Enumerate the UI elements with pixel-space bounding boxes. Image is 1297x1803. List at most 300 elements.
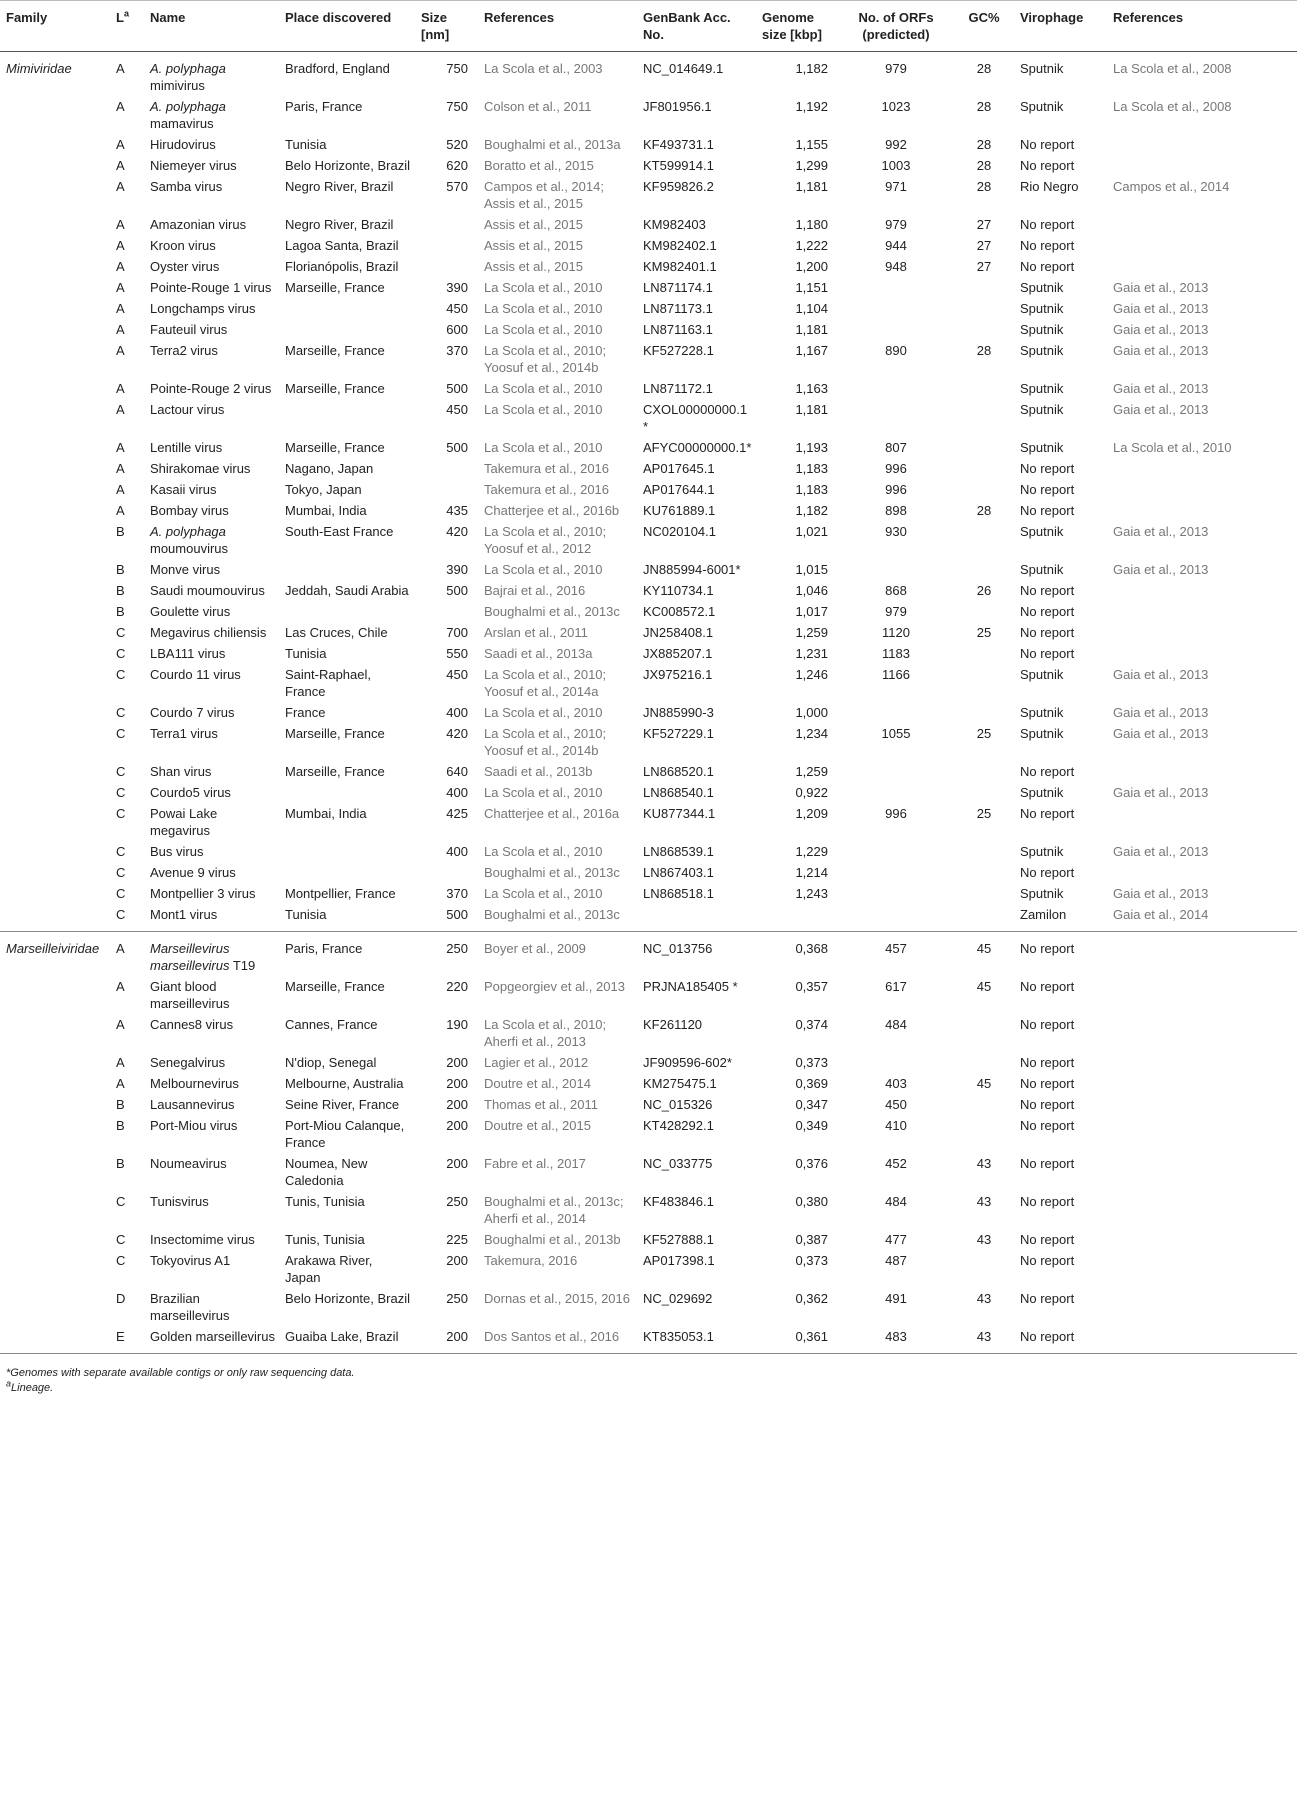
cell-name — [144, 340, 279, 378]
table-row — [0, 176, 1297, 214]
cell-name — [144, 904, 279, 932]
cell-place: Montpellier, France — [285, 886, 396, 901]
cell-reference: Doutre et al., 2014 — [484, 1076, 591, 1091]
cell-place — [279, 601, 415, 622]
cell-name — [144, 378, 279, 399]
cell-size: 435 — [446, 503, 468, 518]
cell-gc: 25 — [976, 625, 992, 640]
cell-gc: 43 — [952, 1326, 1014, 1354]
cell-reference: Chatterjee et al., 2016a — [484, 806, 620, 821]
cell-name — [144, 782, 279, 803]
cell-gc: 28 — [976, 158, 992, 173]
cell-place — [279, 862, 415, 883]
cell-family — [0, 319, 110, 340]
cell-family — [0, 601, 110, 622]
cell-genome-size: 1,192 — [795, 99, 828, 114]
cell-lineage: A — [116, 61, 125, 76]
cell-orfs — [838, 378, 952, 399]
name-italic: A. polyphaga — [150, 99, 226, 114]
cell-size: 425 — [446, 806, 468, 821]
cell-genome-size: 1,017 — [795, 604, 828, 619]
cell-name — [144, 256, 279, 277]
cell-reference: La Scola et al., 2010; Yoosuf et al., 2012 — [484, 524, 607, 556]
cell-place: Tunis, Tunisia — [285, 1232, 365, 1247]
cell-orfs: 979 — [885, 217, 907, 232]
cell-size: 500 — [415, 904, 478, 932]
cell-family — [0, 256, 110, 277]
cell-lineage: A — [116, 259, 125, 274]
cell-orfs: 996 — [885, 461, 907, 476]
cell-gc: 28 — [976, 503, 992, 518]
cell-size: 700 — [446, 625, 468, 640]
cell-genome-size: 1,222 — [795, 238, 828, 253]
cell-reference-2 — [1107, 500, 1297, 521]
cell-size: 370 — [446, 886, 468, 901]
name-text: Shirakomae virus — [150, 461, 251, 476]
cell-family — [0, 782, 110, 803]
cell-genome-size: 0,362 — [795, 1291, 828, 1306]
cell-reference-2: La Scola et al., 2010 — [1113, 440, 1232, 455]
cell-reference-2 — [1107, 761, 1297, 782]
name-text: Lausannevirus — [150, 1097, 235, 1112]
cell-virophage: No report — [1020, 979, 1075, 994]
cell-name — [144, 932, 279, 977]
cell-orfs: 483 — [838, 1326, 952, 1354]
table-row — [0, 1250, 1297, 1288]
cell-name — [144, 52, 279, 97]
cell-size: 450 — [446, 667, 468, 682]
cell-name — [144, 1191, 279, 1229]
name-text: Courdo 11 virus — [150, 667, 241, 682]
cell-virophage: No report — [1020, 1076, 1075, 1091]
cell-family — [0, 559, 110, 580]
cell-place: Jeddah, Saudi Arabia — [285, 583, 409, 598]
cell-reference-2 — [1107, 976, 1297, 1014]
cell-gc — [952, 399, 1014, 437]
cell-virophage: No report — [1020, 1291, 1075, 1306]
cell-place: Marseille, France — [285, 343, 385, 358]
cell-genome-size: 0,369 — [795, 1076, 828, 1091]
cell-reference: Thomas et al., 2011 — [484, 1097, 598, 1112]
cell-virophage: Sputnik — [1020, 381, 1064, 396]
cell-size — [415, 235, 478, 256]
cell-genbank: LN871172.1 — [643, 381, 713, 396]
table-row — [0, 319, 1297, 340]
cell-reference-2 — [1107, 862, 1297, 883]
cell-gc: 28 — [976, 61, 992, 76]
cell-gc — [952, 1250, 1014, 1288]
cell-gc — [952, 1052, 1014, 1073]
cell-size: 550 — [446, 646, 468, 661]
table-row — [0, 437, 1297, 458]
cell-name — [144, 1073, 279, 1094]
cell-reference: Colson et al., 2011 — [484, 99, 592, 114]
cell-lineage: C — [116, 667, 126, 682]
header-genbank: GenBank Acc. No. — [637, 1, 756, 52]
cell-genbank: KM982402.1 — [643, 238, 717, 253]
cell-virophage: Sputnik — [1020, 562, 1064, 577]
cell-virophage: No report — [1020, 1017, 1075, 1032]
cell-lineage: C — [116, 625, 126, 640]
cell-gc — [952, 904, 1014, 932]
footnote-lineage-text: Lineage. — [11, 1382, 54, 1394]
table-row — [0, 479, 1297, 500]
cell-virophage: Sputnik — [1020, 667, 1064, 682]
cell-genbank: NC_015326 — [643, 1097, 713, 1112]
cell-reference: Saadi et al., 2013b — [484, 764, 593, 779]
cell-reference: La Scola et al., 2010 — [484, 785, 603, 800]
cell-family — [0, 378, 110, 399]
cell-orfs: 450 — [885, 1097, 907, 1112]
cell-orfs: 484 — [885, 1194, 907, 1209]
cell-reference-2: Gaia et al., 2013 — [1113, 402, 1209, 417]
table-row — [0, 559, 1297, 580]
cell-genbank: NC_033775 — [643, 1156, 713, 1171]
cell-family — [0, 1073, 110, 1094]
cell-lineage: A — [116, 941, 125, 956]
cell-name — [144, 1052, 279, 1073]
cell-family — [0, 214, 110, 235]
cell-genbank: NC020104.1 — [643, 524, 716, 539]
cell-genome-size: 1,182 — [795, 61, 828, 76]
cell-gc — [952, 782, 1014, 803]
cell-size: 400 — [446, 785, 468, 800]
cell-reference: Boratto et al., 2015 — [484, 158, 594, 173]
cell-virophage: No report — [1020, 941, 1075, 956]
name-text: Lactour virus — [150, 402, 225, 417]
cell-name — [144, 622, 279, 643]
cell-reference-2 — [1107, 134, 1297, 155]
cell-genbank: JF909596-602* — [643, 1055, 732, 1070]
cell-reference-2: Gaia et al., 2014 — [1107, 904, 1297, 932]
cell-orfs: 992 — [885, 137, 907, 152]
cell-gc — [952, 437, 1014, 458]
cell-size: 400 — [446, 705, 468, 720]
cell-virophage: No report — [1020, 1118, 1075, 1133]
cell-reference-2 — [1107, 622, 1297, 643]
cell-virophage: Sputnik — [1020, 524, 1064, 539]
cell-genome-size: 0,368 — [795, 941, 828, 956]
cell-genbank: KF261120 — [643, 1017, 703, 1032]
cell-lineage: C — [116, 844, 126, 859]
name-text: Bombay virus — [150, 503, 229, 518]
table-row — [0, 883, 1297, 904]
cell-virophage: Sputnik — [1020, 322, 1064, 337]
cell-reference: Popgeorgiev et al., 2013 — [484, 979, 625, 994]
table-row — [0, 601, 1297, 622]
cell-lineage: A — [116, 1017, 125, 1032]
cell-orfs: 996 — [885, 806, 907, 821]
cell-family — [0, 277, 110, 298]
table-row — [0, 235, 1297, 256]
cell-virophage: No report — [1020, 583, 1075, 598]
cell-family — [0, 1326, 110, 1354]
cell-size: 250 — [446, 1291, 468, 1306]
cell-orfs — [838, 862, 952, 883]
header-gc: GC% — [952, 1, 1014, 52]
cell-genbank: LN868520.1 — [643, 764, 714, 779]
cell-name — [144, 458, 279, 479]
footnote-lineage — [6, 1378, 355, 1396]
cell-reference-2 — [1107, 1250, 1297, 1288]
cell-reference-2 — [1107, 580, 1297, 601]
cell-lineage: C — [116, 1232, 126, 1247]
cell-reference: La Scola et al., 2010 — [484, 562, 603, 577]
cell-genome-size: 1,181 — [795, 402, 828, 417]
cell-size: 620 — [446, 158, 468, 173]
name-text: Bus virus — [150, 844, 204, 859]
cell-genome-size: 1,209 — [795, 806, 828, 821]
cell-genbank: CXOL00000000.1* — [643, 402, 748, 434]
cell-place: Las Cruces, Chile — [285, 625, 388, 640]
cell-genbank: LN871163.1 — [643, 322, 713, 337]
name-text: Tokyovirus A1 — [150, 1253, 231, 1268]
cell-virophage: No report — [1020, 259, 1075, 274]
cell-place: Negro River, Brazil — [285, 217, 394, 232]
cell-place: Tunis, Tunisia — [285, 1194, 365, 1209]
cell-orfs — [838, 319, 952, 340]
cell-orfs — [838, 883, 952, 904]
cell-name — [144, 643, 279, 664]
cell-virophage: No report — [1020, 482, 1075, 497]
cell-orfs: 930 — [885, 524, 907, 539]
table-row — [0, 1153, 1297, 1191]
table-row — [0, 1326, 1297, 1354]
cell-genbank: KU761889.1 — [643, 503, 716, 518]
cell-place: South-East France — [285, 524, 394, 539]
cell-size — [415, 256, 478, 277]
cell-reference: Boughalmi et al., 2013a — [484, 137, 621, 152]
cell-genome-size: 0,922 — [795, 785, 828, 800]
cell-orfs: 403 — [885, 1076, 907, 1091]
cell-place: Tunisia — [285, 137, 327, 152]
cell-orfs — [838, 559, 952, 580]
cell-lineage: A — [116, 99, 125, 114]
cell-orfs — [838, 277, 952, 298]
cell-place: Lagoa Santa, Brazil — [285, 238, 399, 253]
cell-family — [0, 1288, 110, 1326]
cell-orfs: 1023 — [881, 99, 911, 114]
cell-orfs: 617 — [885, 979, 907, 994]
cell-virophage: No report — [1020, 604, 1075, 619]
cell-virophage: No report — [1020, 764, 1075, 779]
name-text: Golden marseillevirus — [150, 1329, 275, 1344]
cell-reference-2: Gaia et al., 2013 — [1113, 381, 1209, 396]
cell-size — [415, 458, 478, 479]
cell-orfs: 971 — [885, 179, 907, 194]
cell-name — [144, 580, 279, 601]
name-text: Mont1 virus — [150, 907, 218, 922]
cell-place: Paris, France — [285, 99, 363, 114]
cell-genome-size — [756, 904, 838, 932]
cell-family — [0, 340, 110, 378]
cell-gc: 43 — [976, 1291, 992, 1306]
cell-genbank: KF483846.1 — [643, 1194, 714, 1209]
cell-genome-size: 1,231 — [795, 646, 828, 661]
cell-place: France — [285, 705, 326, 720]
cell-genome-size: 0,374 — [795, 1017, 828, 1032]
cell-reference-2 — [1107, 235, 1297, 256]
cell-size: 640 — [446, 764, 468, 779]
cell-size: 750 — [446, 61, 468, 76]
cell-gc — [952, 862, 1014, 883]
name-text: Insectomime virus — [150, 1232, 255, 1247]
cell-genome-size: 1,182 — [795, 503, 828, 518]
cell-lineage: B — [116, 1118, 125, 1133]
cell-name — [144, 803, 279, 841]
cell-genome-size: 1,243 — [795, 886, 828, 901]
cell-reference: Assis et al., 2015 — [484, 217, 583, 232]
cell-reference: La Scola et al., 2010 — [484, 440, 603, 455]
cell-orfs: 868 — [885, 583, 907, 598]
cell-lineage: C — [116, 726, 126, 741]
table-row — [0, 622, 1297, 643]
cell-virophage: Sputnik — [1020, 705, 1064, 720]
name-text: Pointe-Rouge 1 virus — [150, 280, 272, 295]
cell-orfs: 1055 — [881, 726, 911, 741]
cell-orfs: 1166 — [882, 667, 910, 682]
cell-reference-2: Gaia et al., 2013 — [1113, 343, 1209, 358]
cell-place: Arakawa River, Japan — [285, 1253, 373, 1285]
cell-place: Marseille, France — [285, 381, 385, 396]
cell-place: Belo Horizonte, Brazil — [285, 158, 410, 173]
cell-virophage: Rio Negro — [1020, 179, 1079, 194]
cell-reference-2: Gaia et al., 2013 — [1113, 280, 1209, 295]
cell-genome-size: 1,021 — [795, 524, 828, 539]
header-lineage-text: L — [116, 10, 124, 25]
cell-reference-2 — [1107, 1288, 1297, 1326]
name-text: Cannes8 virus — [150, 1017, 234, 1032]
cell-size: 200 — [446, 1076, 468, 1091]
cell-genome-size: 1,259 — [795, 625, 828, 640]
cell-virophage: No report — [1020, 865, 1075, 880]
cell-place: Port-Miou Calanque, France — [285, 1118, 405, 1150]
cell-genbank: KY110734.1 — [643, 583, 714, 598]
cell-gc: 45 — [976, 1076, 992, 1091]
cell-lineage: A — [116, 343, 125, 358]
name-text: Goulette virus — [150, 604, 231, 619]
cell-genome-size: 1,015 — [795, 562, 828, 577]
cell-genome-size: 0,349 — [795, 1118, 828, 1133]
table-row — [0, 1052, 1297, 1073]
cell-genbank: LN871174.1 — [643, 280, 713, 295]
name-text: Courdo 7 virus — [150, 705, 235, 720]
footnotes — [6, 1366, 355, 1396]
cell-genbank: KF527228.1 — [643, 343, 714, 358]
cell-lineage: C — [116, 646, 126, 661]
cell-name — [144, 723, 279, 761]
cell-genbank: JX885207.1 — [643, 646, 713, 661]
cell-lineage: B — [116, 583, 125, 598]
cell-reference-2: Gaia et al., 2013 — [1113, 322, 1209, 337]
cell-name — [144, 1229, 279, 1250]
cell-gc — [952, 1115, 1014, 1153]
cell-size: 220 — [446, 979, 468, 994]
cell-reference: Campos et al., 2014; Assis et al., 2015 — [484, 179, 604, 211]
cell-orfs: 807 — [885, 440, 907, 455]
cell-orfs — [838, 1052, 952, 1073]
cell-virophage: No report — [1020, 503, 1075, 518]
cell-place: Marseille, France — [285, 280, 385, 295]
cell-reference: La Scola et al., 2010; Yoosuf et al., 2014b — [484, 343, 607, 375]
table-row — [0, 378, 1297, 399]
cell-family — [0, 458, 110, 479]
header-lineage-sup: a — [123, 8, 129, 19]
cell-family — [0, 803, 110, 841]
cell-reference: La Scola et al., 2010 — [484, 280, 603, 295]
table-row — [0, 96, 1297, 134]
cell-virophage: No report — [1020, 1232, 1075, 1247]
cell-reference-2 — [1107, 458, 1297, 479]
cell-reference: Boughalmi et al., 2013c — [484, 604, 620, 619]
table-row — [0, 841, 1297, 862]
cell-family — [0, 841, 110, 862]
cell-family — [0, 883, 110, 904]
name-text: Lentille virus — [150, 440, 223, 455]
header-virophage: Virophage — [1014, 1, 1107, 52]
cell-lineage: C — [110, 904, 144, 932]
cell-reference: Assis et al., 2015 — [484, 238, 583, 253]
cell-name — [144, 1288, 279, 1326]
cell-genbank: KM982401.1 — [643, 259, 717, 274]
cell-lineage: A — [116, 381, 125, 396]
cell-place: Noumea, New Caledonia — [285, 1156, 368, 1188]
cell-family — [0, 761, 110, 782]
cell-orfs: 410 — [885, 1118, 907, 1133]
name-text: Oyster virus — [150, 259, 220, 274]
cell-genome-size: 1,181 — [795, 322, 828, 337]
header-size: Size [nm] — [415, 1, 478, 52]
cell-family — [0, 976, 110, 1014]
cell-gc: 25 — [976, 726, 992, 741]
cell-family — [0, 1014, 110, 1052]
cell-reference: Arslan et al., 2011 — [484, 625, 588, 640]
cell-virophage: No report — [1020, 137, 1075, 152]
name-text: Hirudovirus — [150, 137, 216, 152]
cell-genbank: NC_014649.1 — [643, 61, 724, 76]
cell-name — [144, 1014, 279, 1052]
name-text: Saudi moumouvirus — [150, 583, 265, 598]
cell-genbank: AFYC00000000.1* — [643, 440, 752, 455]
cell-genbank: KT835053.1 — [637, 1326, 756, 1354]
cell-genome-size: 0,373 — [795, 1055, 828, 1070]
cell-place — [279, 559, 415, 580]
cell-lineage: A — [116, 179, 125, 194]
cell-genome-size: 1,183 — [795, 461, 828, 476]
cell-reference-2 — [1107, 803, 1297, 841]
cell-genbank: KF493731.1 — [643, 137, 714, 152]
cell-reference-2: Gaia et al., 2013 — [1113, 785, 1209, 800]
cell-genome-size: 1,193 — [795, 440, 828, 455]
name-italic: Marseillevirus marseillevirus — [150, 941, 230, 973]
cell-gc: 43 — [976, 1232, 992, 1247]
cell-virophage: No report — [1020, 1253, 1075, 1268]
cell-virophage: No report — [1020, 646, 1075, 661]
name-text: Samba virus — [150, 179, 223, 194]
cell-reference: Boughalmi et al., 2013c; Aherfi et al., 2014 — [484, 1194, 624, 1226]
cell-lineage: C — [116, 886, 126, 901]
cell-name — [144, 319, 279, 340]
cell-lineage: A — [116, 1076, 125, 1091]
name-text: Kasaii virus — [150, 482, 217, 497]
cell-lineage: D — [116, 1291, 126, 1306]
cell-genome-size: 1,167 — [795, 343, 828, 358]
cell-gc — [952, 702, 1014, 723]
cell-reference: Chatterjee et al., 2016b — [484, 503, 620, 518]
cell-name — [144, 559, 279, 580]
cell-lineage: C — [116, 705, 126, 720]
cell-reference-2: Gaia et al., 2013 — [1113, 844, 1209, 859]
